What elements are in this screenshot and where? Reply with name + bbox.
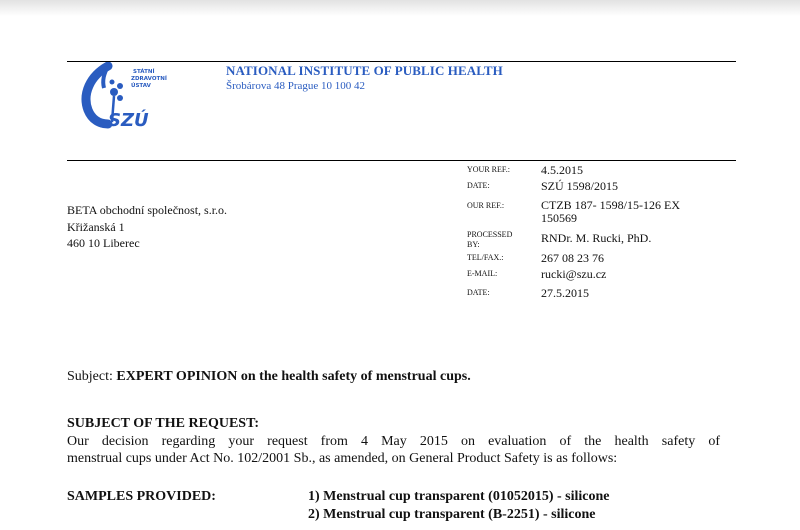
our-ref-value-line2: 150569 <box>541 211 577 225</box>
logo-text-line2: ZDRAVOTNÍ <box>131 76 167 82</box>
our-ref-label: OUR REF.: <box>467 201 505 210</box>
subject-line <box>67 369 471 385</box>
tel-fax-label: TEL/FAX.: <box>467 253 504 262</box>
our-ref-value-line1: CTZB 187- 1598/15-126 EX <box>541 198 680 212</box>
email-value: rucki@szu.cz <box>541 267 607 281</box>
header-bottom-rule <box>67 160 736 161</box>
date-label: DATE: <box>467 181 490 190</box>
tel-fax-value: 267 08 23 76 <box>541 251 604 265</box>
sample-item: 1) Menstrual cup transparent (01052015) - silicone <box>308 489 610 504</box>
processed-by-value: RNDr. M. Rucki, PhD. <box>541 231 652 245</box>
date2-label: DATE: <box>467 288 490 297</box>
institute-address: Šrobárova 48 Prague 10 100 42 <box>226 80 366 92</box>
samples-heading: SAMPLES PROVIDED: <box>67 489 216 504</box>
your-ref-label: YOUR REF.: <box>467 165 510 174</box>
recipient-city: 460 10 Liberec <box>67 236 140 250</box>
logo-abbr: SZÚ <box>108 110 149 131</box>
sample-item: 2) Menstrual cup transparent (B-2251) - silicone <box>308 507 596 522</box>
your-ref-value: 4.5.2015 <box>541 163 583 177</box>
email-label: E-MAIL: <box>467 269 498 278</box>
recipient-name: BETA obchodní společnost, s.r.o. <box>67 203 228 217</box>
subject-prefix: Subject: <box>67 369 117 384</box>
processed-by-label-line2: BY: <box>467 240 480 249</box>
logo-text-line3: ÚSTAV <box>131 83 151 89</box>
page-top-shadow <box>0 0 800 16</box>
recipient-street: Křižanská 1 <box>67 220 125 234</box>
subject-title: EXPERT OPINION on the health safety of menstrual cups. <box>116 369 471 384</box>
date2-value: 27.5.2015 <box>541 286 589 300</box>
logo-text-line1: STÁTNÍ <box>133 69 155 75</box>
date-value: SZÚ 1598/2015 <box>541 179 619 193</box>
request-heading: SUBJECT OF THE REQUEST: <box>67 416 260 431</box>
request-text-line1: Our decision regarding your request from 4 May 2015 on evaluation of the health safety of <box>67 434 720 449</box>
szu-logo-icon <box>78 62 178 144</box>
request-text-line2: menstrual cups under Act No. 102/2001 Sb., as amended, on General Product Safety is as follows: <box>67 451 618 466</box>
processed-by-label-line1: PROCESSED <box>467 230 513 239</box>
institute-name: NATIONAL INSTITUTE OF PUBLIC HEALTH <box>226 63 503 78</box>
